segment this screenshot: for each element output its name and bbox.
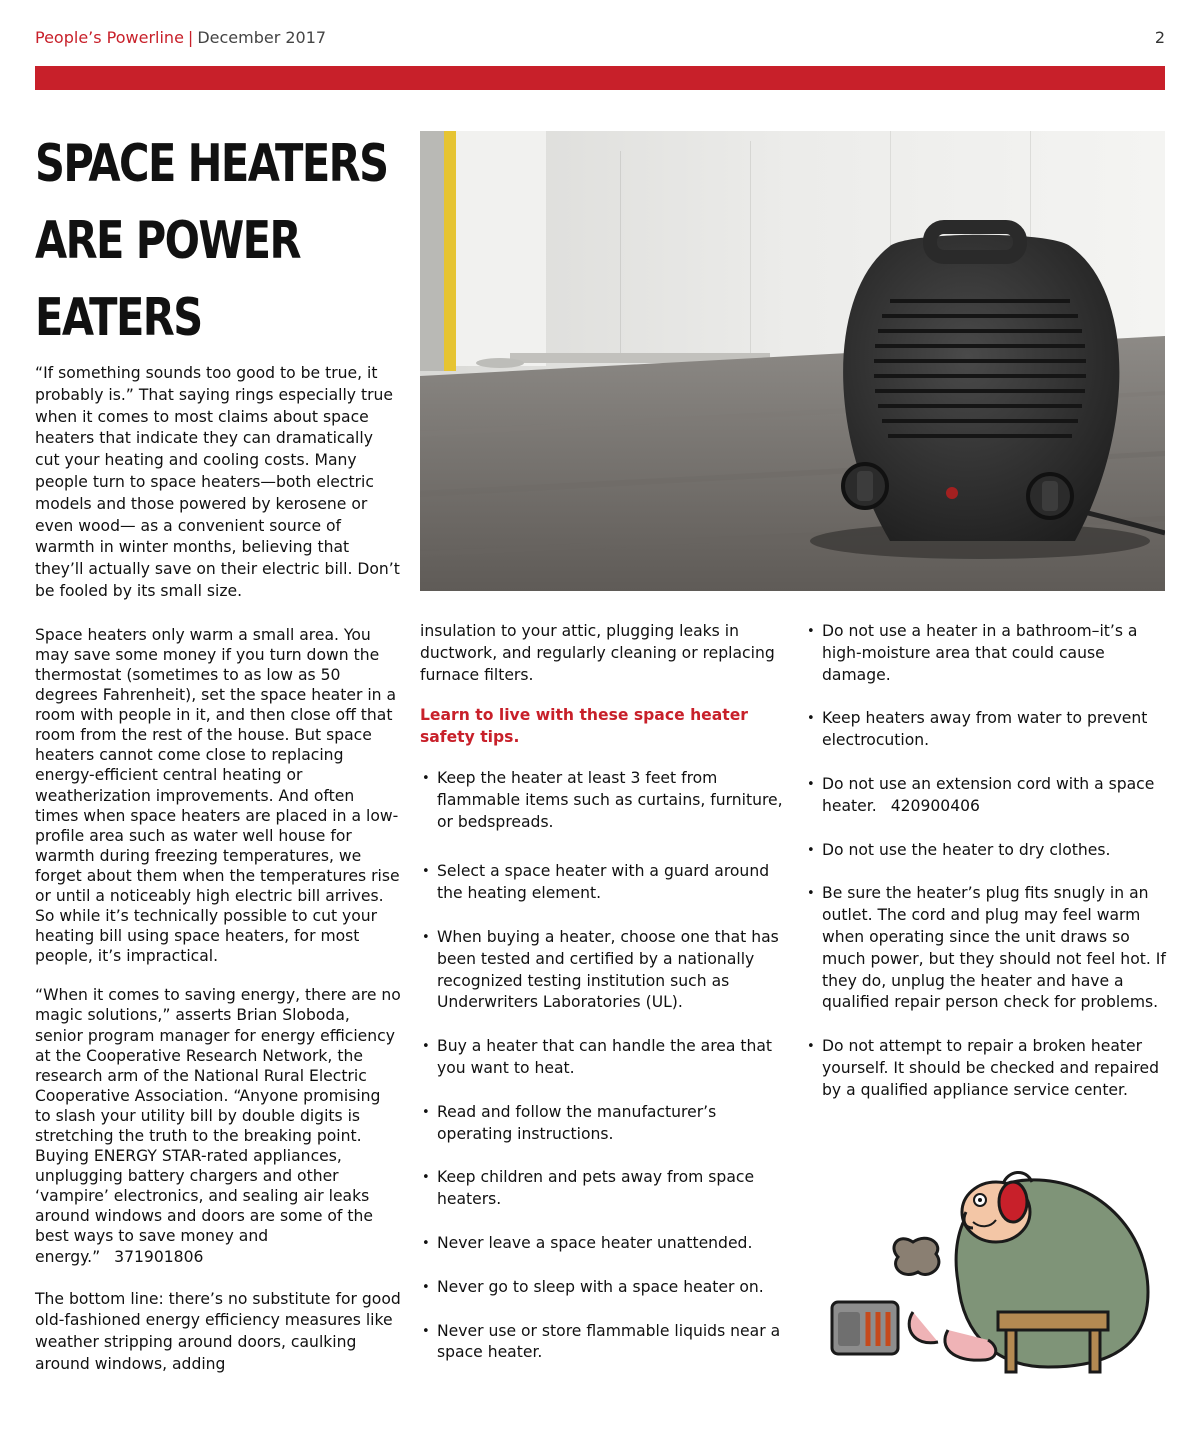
tip-item: • Select a space heater with a guard around the heating element. (420, 861, 790, 905)
article-paragraph-4: The bottom line: there’s no substitute for good old-fashioned energy efficiency measures like weather stripping around doors, caulking around windows, adding (35, 1289, 401, 1374)
tip-item: • Do not use a heater in a bathroom–it’s a high-moisture area that could cause damage. (805, 621, 1167, 686)
space-heater-photo-image (420, 131, 1165, 591)
article-column-3 (805, 621, 1167, 1124)
tips-heading: Learn to live with these space heater safety tips. (420, 706, 749, 747)
reader-code-2: 420900406 (890, 796, 980, 815)
publication-name: People’s Powerline (35, 28, 184, 47)
issue-date: December 2017 (197, 28, 327, 47)
tip-item: • Do not use the heater to dry clothes. (805, 840, 1167, 862)
cold-man-cartoon-image (828, 1162, 1168, 1388)
article-paragraph-4-continued: insulation to your attic, plugging leaks in ductwork, and regularly cleaning or replacing furnace filters. (420, 622, 775, 684)
tip-item: • Be sure the heater’s plug fits snugly in an outlet. The cord and plug may feel warm when operating since the unit draws so much power, but they should not feel hot. If they do, unplug the heater and have a qualified repair person check for problems. (805, 883, 1167, 1014)
tip-item: • Keep children and pets away from space heaters. (420, 1167, 790, 1211)
header-rule (35, 66, 1165, 90)
headline-line-1: SPACE HEATERS (35, 134, 388, 194)
article-column-2 (420, 621, 790, 1386)
article-paragraph-3 (35, 985, 401, 1266)
tip-item: • Buy a heater that can handle the area that you want to heat. (420, 1036, 790, 1080)
tip-item: • Never go to sleep with a space heater on. (420, 1277, 790, 1299)
tip-item: • When buying a heater, choose one that has been tested and certified by a nationally recognized testing institution such as Underwriters Laboratories (UL). (420, 927, 790, 1014)
tip-item (805, 774, 1167, 818)
tips-list-1 (420, 768, 790, 1364)
tip-item: • Keep heaters away from water to prevent electrocution. (805, 708, 1167, 752)
page-header (35, 28, 1165, 52)
header-separator: | (187, 28, 194, 47)
tip-item: • Do not attempt to repair a broken heater yourself. It should be checked and repaired by a qualified appliance service center. (805, 1036, 1167, 1101)
article-headline (35, 126, 388, 357)
space-heater-photo (420, 131, 1165, 591)
quote-text: “When it comes to saving energy, there are no magic solutions,” asserts Brian Sloboda, senior program manager for energy efficiency at the Cooperative Research Network, the research arm of the National Rural Electric Cooperative Association. “Anyone promising to slash your utility bill by double digits is stretching the truth to the breaking point. Buying ENERGY STAR-rated appliances, unplugging battery chargers and other ‘vampire’ electronics, and sealing air leaks around windows and doors are some of the best ways to save money and energy.” (35, 986, 401, 1266)
headline-line-3: EATERS (35, 288, 202, 348)
reader-code-1: 371901806 (114, 1247, 204, 1266)
article-lead: “If something sounds too good to be true, it probably is.” That saying rings especially true when it comes to most claims about space heaters that indicate they can dramatically cut your heating and cooling costs. Many people turn to space heaters—both electric models and those powered by kerosene or even wood— as a convenient source of warmth in winter months, believing that they’ll actually save on their electric bill. Don’t be fooled by its small size. (35, 364, 400, 600)
headline-line-2: ARE POWER (35, 211, 300, 271)
tip-item: • Read and follow the manufacturer’s operating instructions. (420, 1102, 790, 1146)
article-column-1 (35, 363, 401, 1395)
article-paragraph-2: Space heaters only warm a small area. You may save some money if you turn down the thermostat (sometimes to as low as 50 degrees Fahrenheit), set the space heater in a room with people in it, and then close off that room from the rest of the house. But space heaters cannot come close to replacing energy-efficient central heating or weatherization improvements. And often times when space heaters are placed in a low-profile area such as water well house for warmth during freezing temperatures, we forget about them when the temperatures rise or until a noticeably high electric bill arrives. So while it’s technically possible to cut your heating bill using space heaters, for most people, it’s impractical. (35, 625, 400, 966)
tip-item: • Never use or store flammable liquids near a space heater. (420, 1321, 790, 1365)
tip-text: Do not use an extension cord with a space heater. (822, 774, 1155, 815)
tip-item: • Never leave a space heater unattended. (420, 1233, 790, 1255)
page-number: 2 (1154, 28, 1165, 47)
tip-item: • Keep the heater at least 3 feet from flammable items such as curtains, furniture, or bedspreads. (420, 768, 790, 833)
tips-list-2 (805, 621, 1167, 1102)
cold-man-cartoon (828, 1162, 1168, 1388)
